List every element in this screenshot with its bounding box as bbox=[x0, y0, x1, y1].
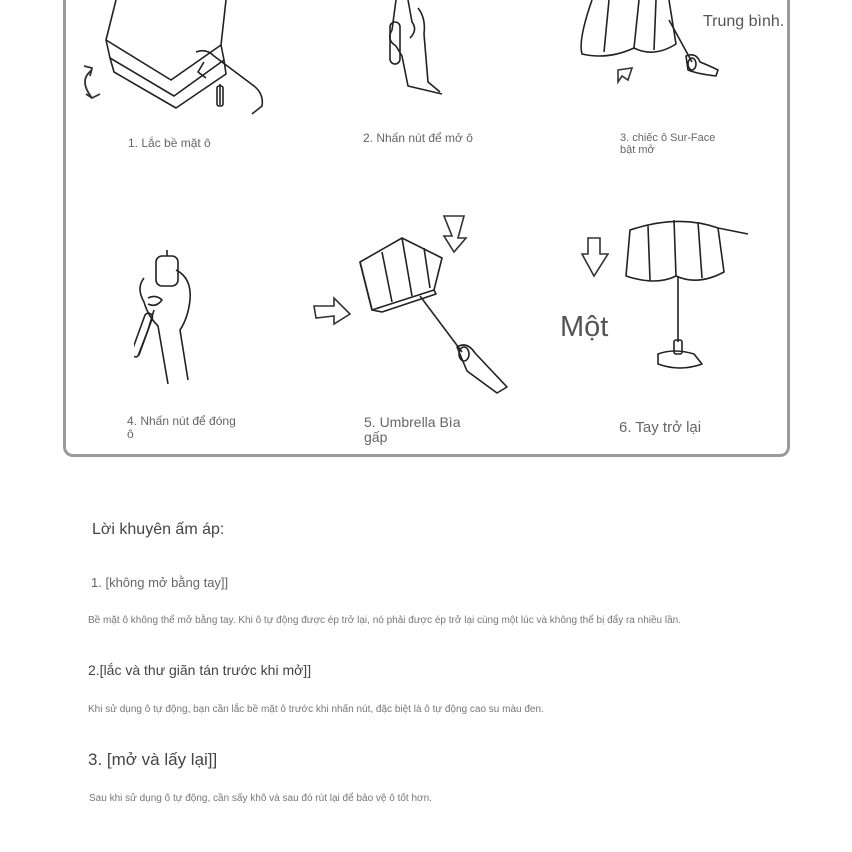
corner-note: Trung bình. bbox=[703, 13, 785, 30]
tip-1-heading: 1. [không mở bằng tay]] bbox=[91, 575, 229, 590]
tips-title: Lời khuyên ấm áp: bbox=[92, 521, 225, 538]
big-number-label: Một bbox=[560, 311, 609, 343]
tip-3-body: Sau khi sử dụng ô tự động, cần sấy khô và sau đó rút lại để bảo vệ ô tốt hơn. bbox=[89, 793, 432, 804]
step-1-caption: 1. Lắc bề mặt ô bbox=[128, 136, 211, 150]
press-open-illustration bbox=[378, 0, 448, 100]
umbrella-return-illustration bbox=[578, 214, 758, 379]
step-3-caption: 3. chiếc ô Sur-Face bật mở bbox=[620, 132, 716, 156]
step-2-caption: 2. Nhấn nút để mở ô bbox=[363, 131, 473, 145]
fold-umbrella-illustration bbox=[312, 212, 512, 397]
step-4-caption: 4. Nhấn nút để đóng ô bbox=[127, 414, 236, 441]
tip-2-heading: 2.[lắc và thư giãn tán trước khi mở]] bbox=[88, 662, 312, 678]
shake-umbrella-illustration bbox=[76, 0, 276, 120]
tip-1-body: Bề mặt ô không thể mở bằng tay. Khi ô tự động được ép trở lại, nó phải được ép trở lại cùng một lúc và không thể bị đẩy ra nhiều lần. bbox=[88, 615, 682, 626]
press-close-illustration bbox=[134, 250, 204, 390]
step-5-caption: 5. Umbrella Bìa gấp bbox=[364, 414, 461, 445]
tip-2-body: Khi sử dụng ô tự động, bạn cần lắc bề mặt ô trước khi nhấn nút, đặc biệt là ô tự động cao su màu đen. bbox=[88, 704, 544, 715]
step-6-caption: 6. Tay trở lại bbox=[619, 419, 702, 436]
tip-3-heading: 3. [mở và lấy lại]] bbox=[88, 750, 218, 769]
